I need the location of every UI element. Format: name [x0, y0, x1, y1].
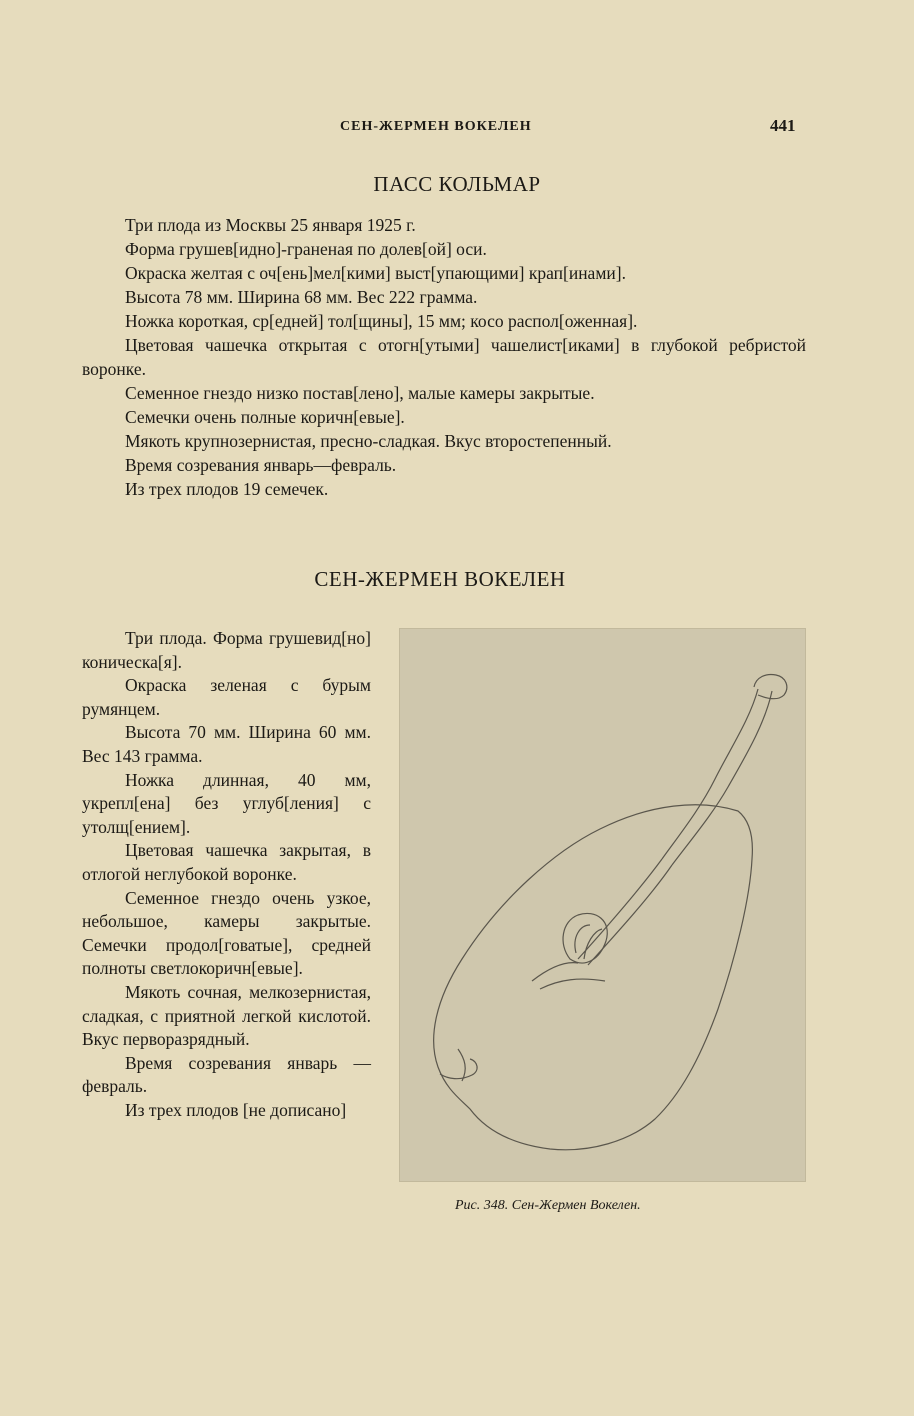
- paragraph: Высота 70 мм. Ширина 60 мм. Вес 143 грамма.: [82, 722, 371, 766]
- paragraph: Семечки очень полные коричн[евые].: [125, 407, 405, 427]
- section-title-pass-colmar: ПАСС КОЛЬМАР: [373, 172, 541, 196]
- paragraph: Из трех плодов 19 семечек.: [125, 479, 329, 499]
- paragraph: Окраска зеленая с бурым румянцем.: [82, 675, 371, 719]
- paragraph: Цветовая чашечка закрытая, в отлогой неглубокой воронке.: [82, 840, 371, 884]
- running-head: СЕН-ЖЕРМЕН ВОКЕЛЕН: [340, 119, 532, 134]
- section-title-saint-germain-vauquelin: СЕН-ЖЕРМЕН ВОКЕЛЕН: [314, 567, 566, 591]
- paragraph: Время созревания январь—февраль.: [125, 455, 397, 475]
- paragraph: Окраска желтая с оч[ень]мел[кими] выст[упающими] крап[инами].: [125, 263, 626, 283]
- pear-outline-drawing: [400, 629, 805, 1181]
- paragraph: Три плода. Форма грушевид[но] коническа[я].: [82, 628, 371, 672]
- paragraph: Высота 78 мм. Ширина 68 мм. Вес 222 грамма.: [125, 287, 478, 307]
- pear-illustration: [399, 628, 806, 1182]
- figure-caption: Рис. 348. Сен-Жермен Вокелен.: [455, 1198, 641, 1213]
- paragraph: Цветовая чашечка открытая с отогн[утыми] чашелист[иками] в глубокой ребристой воронке.: [82, 335, 806, 379]
- paragraph: Время созревания январь — февраль.: [82, 1052, 371, 1097]
- page-number: 441: [770, 116, 796, 135]
- paragraph: Ножка длинная, 40 мм, укрепл[ена] без углуб[ления] с утолщ[ением].: [82, 769, 371, 837]
- section-body-pass-colmar: [82, 213, 806, 501]
- paragraph: Семенное гнездо низко постав[лено], малые камеры закрытые.: [125, 383, 595, 403]
- paragraph: Мякоть сочная, мелкозернистая, сладкая, с приятной легкой кислотой. Вкус перворазрядный.: [82, 981, 371, 1050]
- paragraph: Форма грушев[идно]-граненая по долев[ой] оси.: [125, 239, 487, 259]
- section-body-saint-germain-vauquelin: [82, 627, 371, 1122]
- paragraph: Из трех плодов [не дописано]: [125, 1099, 347, 1120]
- paragraph: Семенное гнездо очень узкое, небольшое, камеры закрытые. Семечки продол[говатые], средней полноты светлокоричн[евые].: [82, 887, 371, 979]
- paragraph: Три плода из Москвы 25 января 1925 г.: [125, 215, 416, 235]
- paragraph: Ножка короткая, ср[едней] тол[щины], 15 мм; косо распол[оженная].: [125, 311, 638, 331]
- paragraph: Мякоть крупнозернистая, пресно-сладкая. Вкус второстепенный.: [125, 431, 612, 451]
